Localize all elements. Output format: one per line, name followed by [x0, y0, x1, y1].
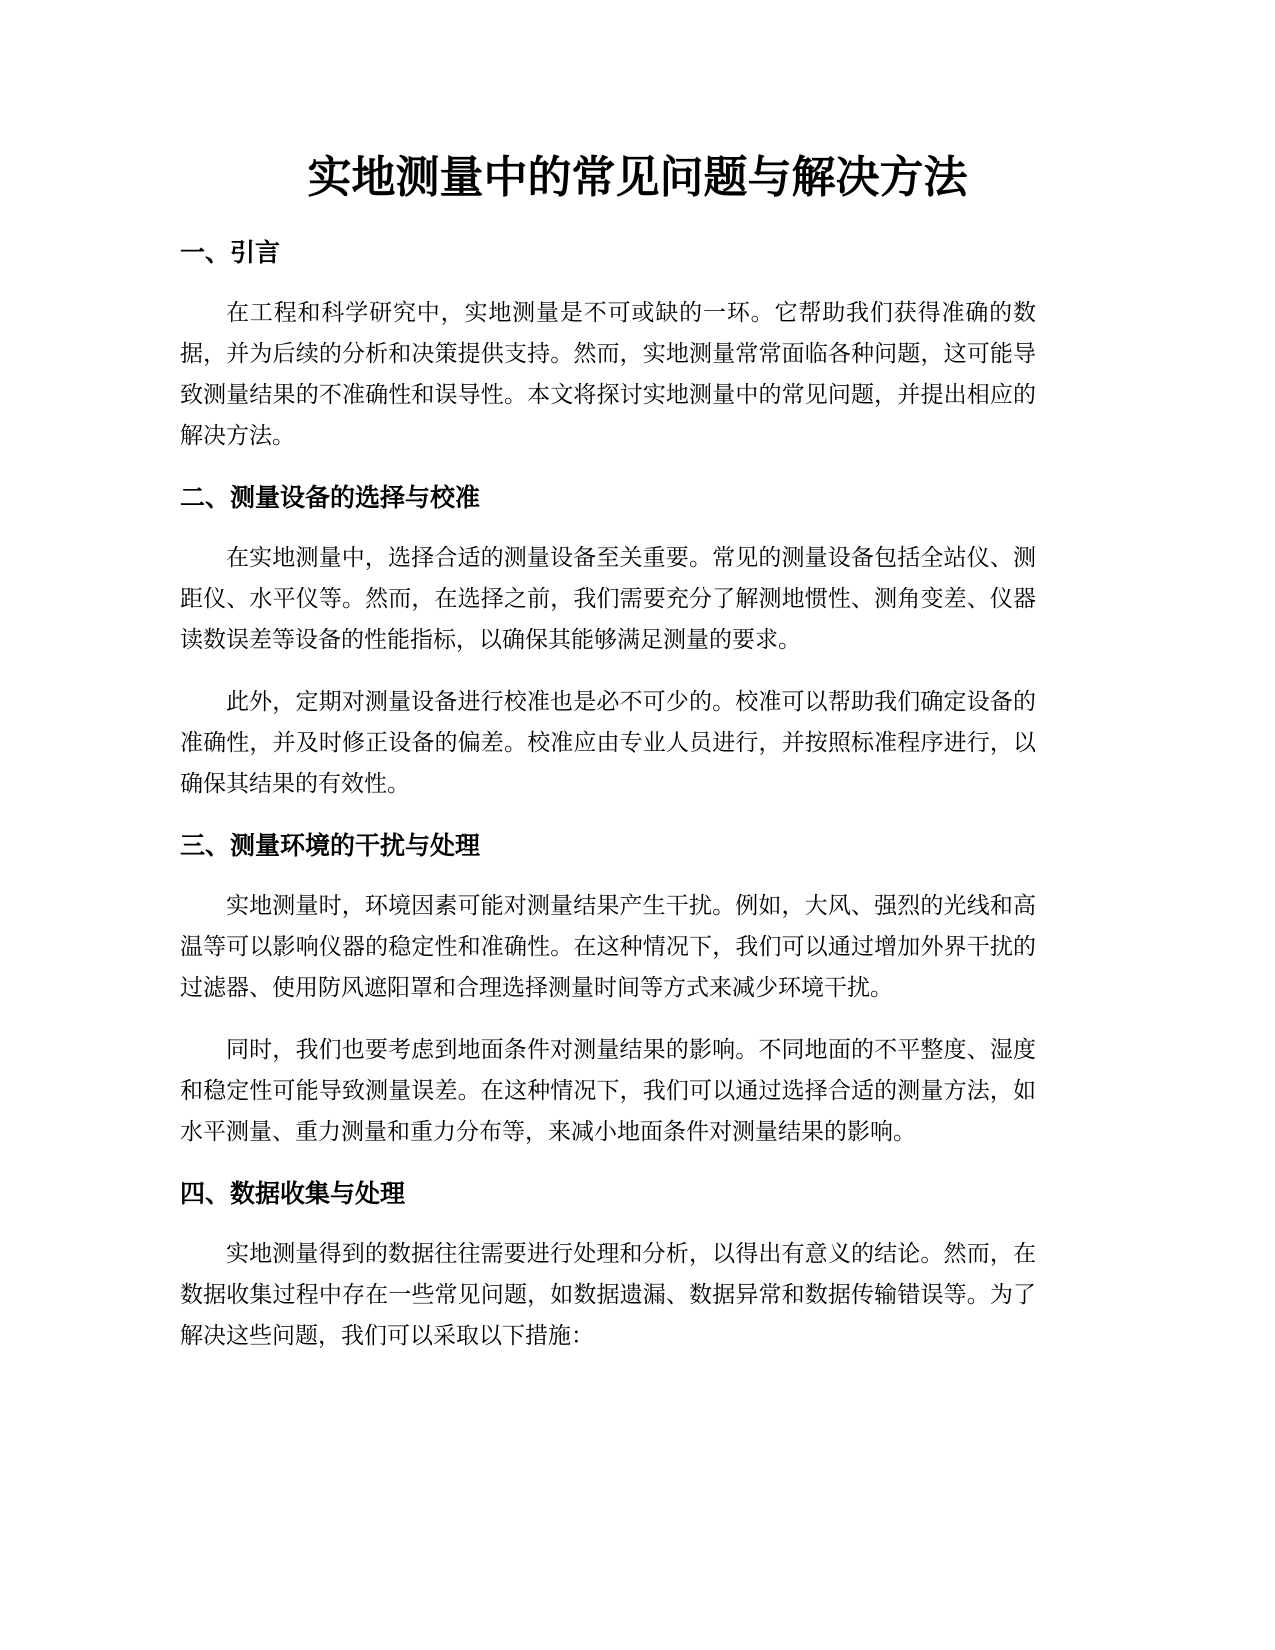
section-environment — [180, 826, 1036, 1153]
section-heading: 四、数据收集与处理 — [180, 1179, 406, 1208]
section-data-processing — [180, 1174, 1036, 1357]
section-equipment — [180, 478, 1036, 805]
section-introduction — [180, 233, 1036, 457]
paragraph: 实地测量得到的数据往往需要进行处理和分析，以得出有意义的结论。然而，在数据收集过程中存在一些常见问题，如数据遗漏、数据异常和数据传输错误等。为了解决这些问题，我们可以采取以下措施： — [180, 1241, 1036, 1349]
paragraph: 在实地测量中，选择合适的测量设备至关重要。常见的测量设备包括全站仪、测距仪、水平仪等。然而，在选择之前，我们需要充分了解测地惯性、测角变差、仪器读数误差等设备的性能指标，以确保其能够满足测量的要求。 — [180, 545, 1036, 653]
section-heading: 一、引言 — [180, 238, 281, 267]
paragraph: 实地测量时，环境因素可能对测量结果产生干扰。例如，大风、强烈的光线和高温等可以影响仪器的稳定性和准确性。在这种情况下，我们可以通过增加外界干扰的过滤器、使用防风遮阳罩和合理选择测量时间等方式来减少环境干扰。 — [180, 893, 1036, 1001]
document-title: 实地测量中的常见问题与解决方法 — [307, 152, 968, 203]
section-heading: 二、测量设备的选择与校准 — [180, 483, 481, 512]
section-heading: 三、测量环境的干扰与处理 — [180, 831, 481, 860]
paragraph: 同时，我们也要考虑到地面条件对测量结果的影响。不同地面的不平整度、湿度和稳定性可能导致测量误差。在这种情况下，我们可以通过选择合适的测量方法，如水平测量、重力测量和重力分布等，来减小地面条件对测量结果的影响。 — [180, 1037, 1036, 1145]
document-body — [180, 233, 1036, 1378]
paragraph: 此外，定期对测量设备进行校准也是必不可少的。校准可以帮助我们确定设备的准确性，并及时修正设备的偏差。校准应由专业人员进行，并按照标准程序进行，以确保其结果的有效性。 — [180, 689, 1036, 797]
paragraph: 在工程和科学研究中，实地测量是不可或缺的一环。它帮助我们获得准确的数据，并为后续的分析和决策提供支持。然而，实地测量常常面临各种问题，这可能导致测量结果的不准确性和误导性。本文将探讨实地测量中的常见问题，并提出相应的解决方法。 — [180, 300, 1036, 449]
